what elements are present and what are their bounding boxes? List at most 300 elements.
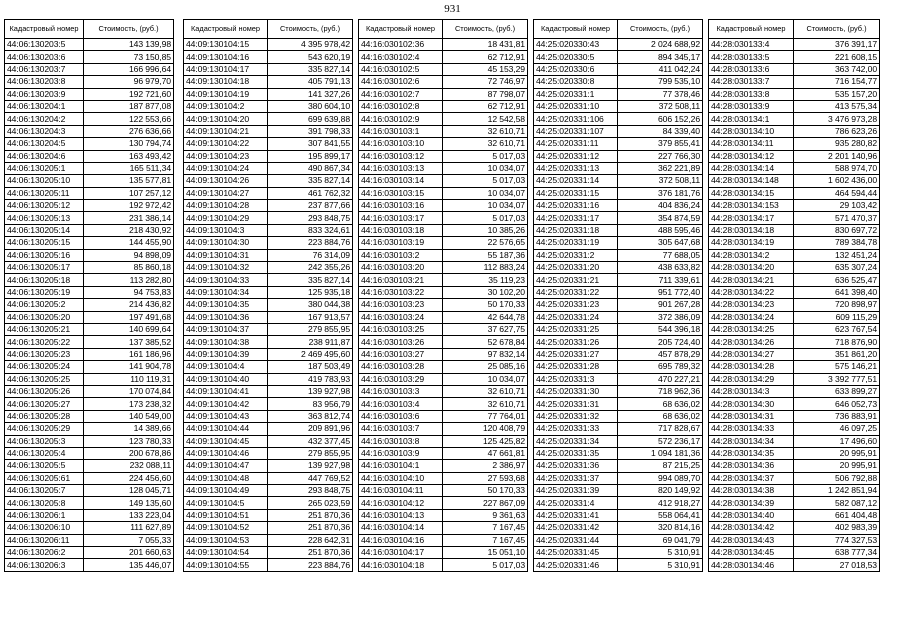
cost-cell: 135 446,07 — [84, 559, 174, 571]
table-row — [184, 423, 353, 435]
cadastral-number-cell: 44:06:130204:3 — [5, 125, 84, 137]
table-row — [709, 76, 880, 88]
cost-cell: 139 927,98 — [268, 385, 353, 397]
cost-cell: 227 766,30 — [618, 150, 703, 162]
cadastral-number-cell: 44:25:020331:11 — [534, 138, 618, 150]
table-row — [5, 88, 174, 100]
cost-cell: 3 392 777,51 — [794, 373, 880, 385]
cadastral-number-cell: 44:09:130104:28 — [184, 200, 268, 212]
cost-cell: 77 378,46 — [618, 88, 703, 100]
cadastral-table-1 — [4, 19, 174, 572]
cadastral-number-cell: 44:09:130104:38 — [184, 336, 268, 348]
cost-cell: 42 644,78 — [443, 311, 528, 323]
cadastral-number-cell: 44:25:020331:14 — [534, 175, 618, 187]
cadastral-number-cell: 44:06:130205:26 — [5, 385, 84, 397]
table-row — [709, 262, 880, 274]
cost-cell: 187 877,08 — [84, 100, 174, 112]
cadastral-number-cell: 44:28:030134:34 — [709, 435, 794, 447]
cost-cell: 32 610,71 — [443, 125, 528, 137]
table-row — [184, 472, 353, 484]
cadastral-number-cell: 44:25:020331:10 — [534, 100, 618, 112]
table-row — [5, 187, 174, 199]
table-row — [709, 212, 880, 224]
cost-cell: 7 167,45 — [443, 522, 528, 534]
cadastral-number-cell: 44:06:130204:1 — [5, 100, 84, 112]
cost-cell: 447 769,52 — [268, 472, 353, 484]
cost-cell: 833 324,61 — [268, 224, 353, 236]
table-row — [534, 125, 703, 137]
table-row — [534, 76, 703, 88]
cost-cell: 251 870,36 — [268, 522, 353, 534]
cost-cell: 405 791,13 — [268, 76, 353, 88]
table-row — [184, 336, 353, 348]
cost-cell: 46 097,25 — [794, 423, 880, 435]
cadastral-number-cell: 44:25:020331:13 — [534, 162, 618, 174]
cadastral-number-cell: 44:16:030103:25 — [359, 323, 443, 335]
cadastral-number-cell: 44:16:030104:13 — [359, 509, 443, 521]
table-row — [184, 559, 353, 571]
cost-cell: 128 045,71 — [84, 485, 174, 497]
cadastral-number-cell: 44:28:030134:28 — [709, 361, 794, 373]
table-row — [359, 113, 528, 125]
cost-cell: 351 861,20 — [794, 348, 880, 360]
cost-cell: 711 339,61 — [618, 274, 703, 286]
cadastral-number-cell: 44:06:130205:21 — [5, 323, 84, 335]
table-row — [359, 323, 528, 335]
cadastral-number-cell: 44:09:130104:27 — [184, 187, 268, 199]
cadastral-number-cell: 44:16:030102:9 — [359, 113, 443, 125]
cadastral-number-cell: 44:09:130104:42 — [184, 398, 268, 410]
cost-cell: 641 398,40 — [794, 286, 880, 298]
table-row — [709, 299, 880, 311]
cadastral-number-cell: 44:09:130104:22 — [184, 138, 268, 150]
cost-cell: 37 627,75 — [443, 323, 528, 335]
cadastral-number-cell: 44:25:020330:43 — [534, 39, 618, 51]
table-row — [534, 311, 703, 323]
cost-cell: 293 848,75 — [268, 485, 353, 497]
table-row — [359, 336, 528, 348]
cost-cell: 14 389,66 — [84, 423, 174, 435]
cadastral-number-cell: 44:28:030134:33 — [709, 423, 794, 435]
cadastral-number-cell: 44:09:130104:4 — [184, 361, 268, 373]
cadastral-number-cell: 44:28:030134:1 — [709, 113, 794, 125]
cost-cell: 163 493,42 — [84, 150, 174, 162]
cadastral-number-cell: 44:25:020331:25 — [534, 323, 618, 335]
table-row — [359, 51, 528, 63]
cadastral-number-cell: 44:09:130104:45 — [184, 435, 268, 447]
table-row — [534, 150, 703, 162]
cost-cell: 149 135,60 — [84, 497, 174, 509]
cadastral-table-4 — [533, 19, 703, 572]
table-row — [184, 460, 353, 472]
cost-cell: 10 385,26 — [443, 224, 528, 236]
cost-cell: 137 385,52 — [84, 336, 174, 348]
cost-cell: 3 476 973,28 — [794, 113, 880, 125]
cost-cell: 558 064,41 — [618, 509, 703, 521]
cost-cell: 223 884,76 — [268, 237, 353, 249]
cost-cell: 935 280,82 — [794, 138, 880, 150]
cadastral-number-cell: 44:06:130204:2 — [5, 113, 84, 125]
table-row — [184, 88, 353, 100]
table-row — [534, 435, 703, 447]
cost-cell: 140 699,64 — [84, 323, 174, 335]
cadastral-number-cell: 44:16:030103:28 — [359, 361, 443, 373]
cadastral-number-cell: 44:09:130104:51 — [184, 509, 268, 521]
cadastral-number-cell: 44:09:130104:29 — [184, 212, 268, 224]
cost-cell: 68 636,02 — [618, 398, 703, 410]
cost-cell: 50 170,33 — [443, 299, 528, 311]
header-cost: Стоимость, (руб.) — [443, 20, 528, 39]
cadastral-number-cell: 44:28:030134:42 — [709, 522, 794, 534]
table-row — [5, 522, 174, 534]
table-row — [184, 509, 353, 521]
cost-cell: 279 855,95 — [268, 447, 353, 459]
cadastral-number-cell: 44:28:030134:35 — [709, 447, 794, 459]
table-row — [184, 76, 353, 88]
table-row — [534, 286, 703, 298]
cadastral-number-cell: 44:16:030103:8 — [359, 435, 443, 447]
cadastral-number-cell: 44:06:130205:15 — [5, 237, 84, 249]
cost-cell: 166 996,64 — [84, 63, 174, 75]
table-row — [5, 447, 174, 459]
cadastral-number-cell: 44:09:130104:49 — [184, 485, 268, 497]
table-row — [5, 100, 174, 112]
cadastral-number-cell: 44:06:130205:25 — [5, 373, 84, 385]
table-row — [5, 138, 174, 150]
cadastral-number-cell: 44:28:030134:36 — [709, 460, 794, 472]
table-row — [359, 100, 528, 112]
cost-cell: 1 242 851,94 — [794, 485, 880, 497]
cadastral-table-5 — [708, 19, 880, 572]
cadastral-number-cell: 44:06:130205:4 — [5, 447, 84, 459]
cost-cell: 125 425,82 — [443, 435, 528, 447]
cadastral-number-cell: 44:09:130104:33 — [184, 274, 268, 286]
table-row — [184, 447, 353, 459]
table-row — [534, 200, 703, 212]
cadastral-number-cell: 44:28:030134:3 — [709, 385, 794, 397]
table-row — [709, 237, 880, 249]
table-row — [359, 534, 528, 546]
cadastral-number-cell: 44:16:030102:6 — [359, 76, 443, 88]
table-row — [534, 460, 703, 472]
cost-cell: 994 089,70 — [618, 472, 703, 484]
table-row — [184, 547, 353, 559]
cadastral-number-cell: 44:06:130205:24 — [5, 361, 84, 373]
cost-cell: 335 827,14 — [268, 63, 353, 75]
cost-cell: 20 995,91 — [794, 460, 880, 472]
cadastral-number-cell: 44:28:030134:39 — [709, 497, 794, 509]
cadastral-number-cell: 44:16:030103:15 — [359, 187, 443, 199]
cost-cell: 214 436,82 — [84, 299, 174, 311]
table-row — [709, 162, 880, 174]
cost-cell: 141 904,78 — [84, 361, 174, 373]
table-row — [5, 559, 174, 571]
cadastral-number-cell: 44:25:020331:21 — [534, 274, 618, 286]
cadastral-number-cell: 44:09:130104:37 — [184, 323, 268, 335]
cadastral-number-cell: 44:28:030134:20 — [709, 262, 794, 274]
table-row — [534, 534, 703, 546]
cost-cell: 402 983,39 — [794, 522, 880, 534]
table-row — [709, 385, 880, 397]
cost-cell: 30 102,20 — [443, 286, 528, 298]
table-row — [5, 385, 174, 397]
cadastral-number-cell: 44:06:130205:5 — [5, 460, 84, 472]
cadastral-number-cell: 44:16:030102:4 — [359, 51, 443, 63]
table-row — [184, 274, 353, 286]
table-row — [534, 423, 703, 435]
cadastral-number-cell: 44:16:030104:12 — [359, 497, 443, 509]
cadastral-number-cell: 44:09:130104:23 — [184, 150, 268, 162]
cost-cell: 2 201 140,96 — [794, 150, 880, 162]
table-row — [359, 150, 528, 162]
cost-cell: 87 798,07 — [443, 88, 528, 100]
cadastral-number-cell: 44:28:030134:2 — [709, 249, 794, 261]
cost-cell: 951 772,40 — [618, 286, 703, 298]
table-row — [359, 274, 528, 286]
table-row — [5, 237, 174, 249]
table-row — [534, 39, 703, 51]
cost-cell: 5 017,03 — [443, 175, 528, 187]
cadastral-number-cell: 44:09:130104:52 — [184, 522, 268, 534]
cadastral-number-cell: 44:06:130206:1 — [5, 509, 84, 521]
cost-cell: 799 535,10 — [618, 76, 703, 88]
table-row — [709, 547, 880, 559]
cadastral-number-cell: 44:06:130205:23 — [5, 348, 84, 360]
table-row — [5, 175, 174, 187]
cost-cell: 123 780,33 — [84, 435, 174, 447]
cadastral-number-cell: 44:28:030134:153 — [709, 200, 794, 212]
cadastral-number-cell: 44:25:020331:46 — [534, 559, 618, 571]
cost-cell: 32 610,71 — [443, 138, 528, 150]
cost-cell: 894 345,17 — [618, 51, 703, 63]
table-row — [359, 249, 528, 261]
cost-cell: 125 935,18 — [268, 286, 353, 298]
cost-cell: 192 721,60 — [84, 88, 174, 100]
table-row — [359, 373, 528, 385]
cadastral-number-cell: 44:28:030133:7 — [709, 76, 794, 88]
cost-cell: 305 647,68 — [618, 237, 703, 249]
table-row — [5, 76, 174, 88]
cost-cell: 228 642,31 — [268, 534, 353, 546]
cost-cell: 380 604,10 — [268, 100, 353, 112]
table-row — [184, 212, 353, 224]
cost-cell: 10 034,07 — [443, 162, 528, 174]
cost-cell: 110 119,31 — [84, 373, 174, 385]
cadastral-number-cell: 44:06:130205:19 — [5, 286, 84, 298]
cadastral-number-cell: 44:25:020331:27 — [534, 348, 618, 360]
cost-cell: 77 764,01 — [443, 410, 528, 422]
cost-cell: 27 593,68 — [443, 472, 528, 484]
cadastral-number-cell: 44:28:030134:24 — [709, 311, 794, 323]
table-row — [5, 534, 174, 546]
table-row — [534, 187, 703, 199]
cost-cell: 87 215,25 — [618, 460, 703, 472]
cost-cell: 55 187,36 — [443, 249, 528, 261]
cost-cell: 242 355,26 — [268, 262, 353, 274]
table-row — [709, 336, 880, 348]
cost-cell: 4 395 978,42 — [268, 39, 353, 51]
table-row — [359, 435, 528, 447]
table-row — [184, 63, 353, 75]
cadastral-number-cell: 44:06:130206:11 — [5, 534, 84, 546]
cadastral-number-cell: 44:25:020331:106 — [534, 113, 618, 125]
table-row — [5, 212, 174, 224]
cost-cell: 335 827,14 — [268, 274, 353, 286]
table-row — [709, 224, 880, 236]
cost-cell: 35 119,23 — [443, 274, 528, 286]
cost-cell: 404 836,24 — [618, 200, 703, 212]
cadastral-number-cell: 44:25:020331:23 — [534, 299, 618, 311]
cost-cell: 170 074,84 — [84, 385, 174, 397]
cadastral-number-cell: 44:28:030134:38 — [709, 485, 794, 497]
cost-cell: 18 431,81 — [443, 39, 528, 51]
cost-cell: 83 956,79 — [268, 398, 353, 410]
cadastral-number-cell: 44:06:130205:17 — [5, 262, 84, 274]
cost-cell: 52 678,84 — [443, 336, 528, 348]
cost-cell: 32 610,71 — [443, 385, 528, 397]
page-number: 931 — [444, 3, 461, 15]
table-row — [709, 274, 880, 286]
table-row — [184, 286, 353, 298]
table-row — [709, 51, 880, 63]
cadastral-number-cell: 44:09:130104:35 — [184, 299, 268, 311]
table-row — [534, 398, 703, 410]
cadastral-number-cell: 44:28:030134:30 — [709, 398, 794, 410]
cadastral-number-cell: 44:09:130104:26 — [184, 175, 268, 187]
table-row — [534, 559, 703, 571]
table-row — [5, 336, 174, 348]
cadastral-number-cell: 44:09:130104:39 — [184, 348, 268, 360]
table-row — [534, 51, 703, 63]
cost-cell: 636 525,47 — [794, 274, 880, 286]
cadastral-number-cell: 44:09:130104:24 — [184, 162, 268, 174]
cost-cell: 111 627,89 — [84, 522, 174, 534]
cost-cell: 144 455,90 — [84, 237, 174, 249]
header-cadastral-number: Кадастровый номер — [534, 20, 618, 39]
header-cost: Стоимость, (руб.) — [268, 20, 353, 39]
table-row — [709, 125, 880, 137]
table-row — [5, 509, 174, 521]
cadastral-number-cell: 44:09:130104:41 — [184, 385, 268, 397]
cost-cell: 5 017,03 — [443, 212, 528, 224]
table-row — [709, 497, 880, 509]
cadastral-number-cell: 44:06:130205:20 — [5, 311, 84, 323]
cost-cell: 718 962,36 — [618, 385, 703, 397]
cadastral-number-cell: 44:06:130205:18 — [5, 274, 84, 286]
cost-cell: 413 575,34 — [794, 100, 880, 112]
table-row — [359, 509, 528, 521]
cost-cell: 786 623,26 — [794, 125, 880, 137]
cadastral-number-cell: 44:28:030134:40 — [709, 509, 794, 521]
table-row — [534, 497, 703, 509]
cost-cell: 606 152,26 — [618, 113, 703, 125]
cost-cell: 412 918,27 — [618, 497, 703, 509]
table-row — [709, 509, 880, 521]
cadastral-number-cell: 44:25:020331:44 — [534, 534, 618, 546]
table-row — [184, 485, 353, 497]
cadastral-number-cell: 44:16:030103:6 — [359, 410, 443, 422]
cost-cell: 736 883,91 — [794, 410, 880, 422]
table-row — [534, 274, 703, 286]
cadastral-number-cell: 44:25:020331:2 — [534, 249, 618, 261]
cadastral-number-cell: 44:25:020331:45 — [534, 547, 618, 559]
cost-cell: 238 911,87 — [268, 336, 353, 348]
cadastral-number-cell: 44:06:130205:12 — [5, 200, 84, 212]
table-row — [534, 522, 703, 534]
cost-cell: 10 034,07 — [443, 373, 528, 385]
table-row — [184, 224, 353, 236]
table-row — [359, 447, 528, 459]
cost-cell: 609 115,29 — [794, 311, 880, 323]
cadastral-number-cell: 44:28:030134:10 — [709, 125, 794, 137]
cadastral-number-cell: 44:25:020331:26 — [534, 336, 618, 348]
cadastral-number-cell: 44:06:130205:16 — [5, 249, 84, 261]
cadastral-number-cell: 44:16:030104:16 — [359, 534, 443, 546]
cost-cell: 488 595,46 — [618, 224, 703, 236]
cost-cell: 699 639,88 — [268, 113, 353, 125]
table-row — [184, 385, 353, 397]
cost-cell: 17 496,60 — [794, 435, 880, 447]
cadastral-number-cell: 44:28:030133:6 — [709, 63, 794, 75]
table-row — [359, 423, 528, 435]
table-row — [359, 39, 528, 51]
cost-cell: 695 789,32 — [618, 361, 703, 373]
cadastral-number-cell: 44:16:030103:13 — [359, 162, 443, 174]
table-row — [184, 150, 353, 162]
cadastral-number-cell: 44:25:020331:28 — [534, 361, 618, 373]
table-row — [184, 373, 353, 385]
cadastral-number-cell: 44:25:020331:1 — [534, 88, 618, 100]
cadastral-number-cell: 44:28:030133:8 — [709, 88, 794, 100]
table-row — [359, 125, 528, 137]
cadastral-number-cell: 44:25:020330:5 — [534, 51, 618, 63]
cost-cell: 50 170,33 — [443, 485, 528, 497]
table-row — [534, 485, 703, 497]
cadastral-number-cell: 44:16:030103:4 — [359, 398, 443, 410]
cost-cell: 376 181,76 — [618, 187, 703, 199]
table-row — [359, 138, 528, 150]
cadastral-number-cell: 44:09:130104:18 — [184, 76, 268, 88]
cost-cell: 638 777,34 — [794, 547, 880, 559]
cadastral-number-cell: 44:25:020331:37 — [534, 472, 618, 484]
table-row — [5, 547, 174, 559]
table-row — [184, 39, 353, 51]
table-row — [359, 460, 528, 472]
table-row — [534, 237, 703, 249]
cost-cell: 1 094 181,36 — [618, 447, 703, 459]
cost-cell: 588 974,70 — [794, 162, 880, 174]
cost-cell: 161 186,96 — [84, 348, 174, 360]
table-row — [5, 113, 174, 125]
table-row — [709, 410, 880, 422]
cadastral-number-cell: 44:16:030103:7 — [359, 423, 443, 435]
cost-cell: 62 712,91 — [443, 51, 528, 63]
cadastral-number-cell: 44:16:030103:16 — [359, 200, 443, 212]
cadastral-number-cell: 44:09:130104:40 — [184, 373, 268, 385]
table-row — [534, 88, 703, 100]
table-row — [709, 138, 880, 150]
table-row — [709, 63, 880, 75]
table-row — [534, 262, 703, 274]
cost-cell: 363 812,74 — [268, 410, 353, 422]
table-row — [359, 559, 528, 571]
table-row — [709, 373, 880, 385]
cadastral-number-cell: 44:28:030134:43 — [709, 534, 794, 546]
table-row — [184, 311, 353, 323]
cadastral-number-cell: 44:16:030103:27 — [359, 348, 443, 360]
table-row — [534, 472, 703, 484]
table-row — [5, 249, 174, 261]
